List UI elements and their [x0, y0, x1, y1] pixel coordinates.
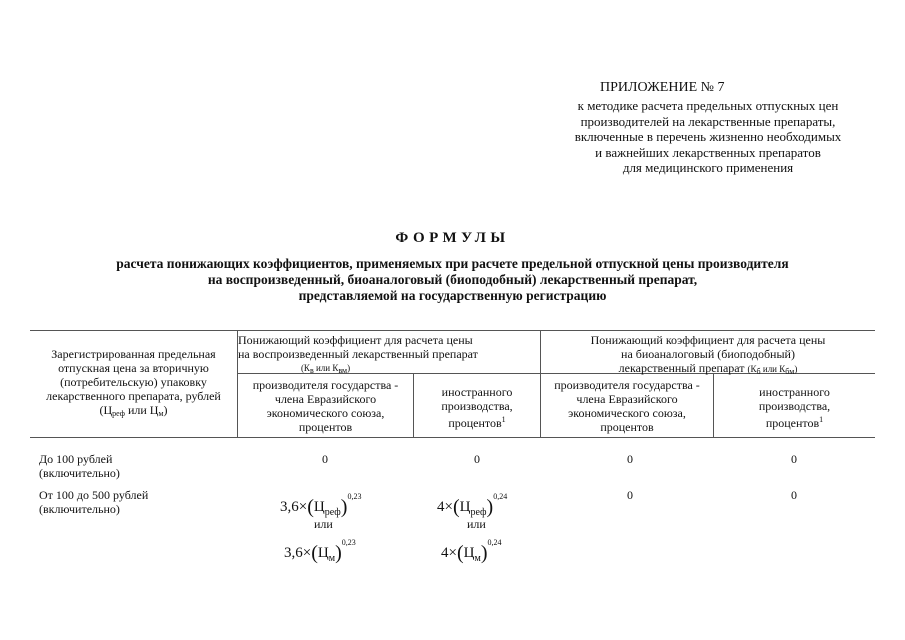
header-line: Зарегистрированная предельная: [51, 347, 216, 361]
header-bottom-border: [30, 437, 875, 438]
row-label-line: (включительно): [39, 502, 120, 516]
header-line: (потребительскую) упаковку: [60, 375, 207, 389]
formula-foreign-ref: $4\times(Ц_{реф})^{0,24}$: [437, 492, 508, 518]
appendix-line: включенные в перечень жизненно необходимых: [574, 129, 842, 144]
header-line: экономического союза,: [568, 406, 686, 420]
header-line: члена Евразийского: [274, 392, 377, 406]
header-line: лекарственного препарата, рублей: [46, 389, 221, 403]
header-line: процентов: [600, 420, 654, 434]
table-cell: 0: [322, 452, 328, 466]
header-line: отпускная цена за вторичную: [58, 361, 209, 375]
header-line: на биоаналоговый (биоподобный): [621, 347, 795, 361]
header-line: ($Ц_{реф}$ или $Ц_м$): [99, 403, 168, 418]
subtitle-line: на воспроизведенный, биоаналоговый (биоподобный) лекарственный препарат,: [207, 272, 698, 287]
subcolumn-header-eaeu: [541, 378, 713, 434]
appendix-title: ПРИЛОЖЕНИЕ № 7: [600, 80, 725, 95]
table-cell: 0: [627, 488, 633, 502]
formula-eaeu-ref: $3,6\times(Ц_{реф})^{0,23}$: [280, 492, 362, 518]
subtitle-line: представляемой на государственную регистрацию: [298, 288, 607, 303]
table-row-label: [39, 452, 120, 480]
document-subtitle: [30, 256, 875, 304]
table-top-border: [30, 330, 875, 331]
subcolumn-header-foreign: [414, 385, 540, 430]
header-line: производителя государства -: [554, 378, 700, 392]
appendix-line: производителей на лекарственные препараты,: [580, 113, 836, 129]
header-line: процентов$^1$: [448, 415, 506, 430]
formula-foreign-m: $4\times(Ц_м)^{0,24}$: [441, 538, 502, 564]
header-line: лекарственный препарат (Кб или Кбм): [618, 361, 798, 376]
table-row-label: [39, 488, 148, 516]
or-label: или: [467, 517, 486, 531]
header-line: производителя государства -: [252, 378, 399, 392]
column-group-biosimilar: [541, 333, 875, 379]
header-line: Понижающий коэффициент для расчета цены: [238, 333, 473, 347]
subcolumn-header-foreign: [714, 385, 875, 430]
header-line: (Кв или Квм): [300, 363, 351, 375]
subcolumn-header-eaeu: [238, 378, 413, 434]
appendix-line: к методике расчета предельных отпускных цен: [577, 98, 839, 113]
document-title: ФОРМУЛЫ: [395, 230, 510, 246]
table-cell: 0: [474, 452, 480, 466]
row-label-line: До 100 рублей: [39, 452, 113, 466]
header-line: Понижающий коэффициент для расчета цены: [590, 333, 826, 347]
header-line: на воспроизведенный лекарственный препарат: [238, 347, 478, 361]
header-line: иностранного: [441, 385, 513, 399]
column-group-generic: [238, 333, 478, 378]
table-cell: 0: [791, 452, 797, 466]
appendix-line: и важнейших лекарственных препаратов: [595, 144, 821, 160]
header-line: экономического союза,: [266, 406, 385, 420]
column-header-price: [30, 347, 237, 421]
header-line: иностранного: [759, 385, 830, 399]
header-line: процентов$^1$: [765, 415, 824, 430]
table-cell: 0: [627, 452, 633, 466]
formula-eaeu-m: $3,6\times(Ц_м)^{0,23}$: [284, 538, 356, 564]
row-label-line: От 100 до 500 рублей: [39, 488, 149, 502]
appendix-subtitle: [540, 98, 876, 176]
row-label-line: (включительно): [39, 466, 120, 480]
header-line: члена Евразийского: [576, 392, 678, 406]
header-line: производства,: [758, 399, 831, 413]
or-label: или: [314, 517, 333, 531]
header-line: процентов: [298, 420, 353, 434]
table-cell: 0: [791, 488, 797, 502]
header-line: производства,: [441, 399, 513, 413]
appendix-line: для медицинского применения: [622, 160, 794, 175]
subtitle-line: расчета понижающих коэффициентов, применяемых при расчете предельной отпускной цены производителя: [116, 256, 789, 271]
